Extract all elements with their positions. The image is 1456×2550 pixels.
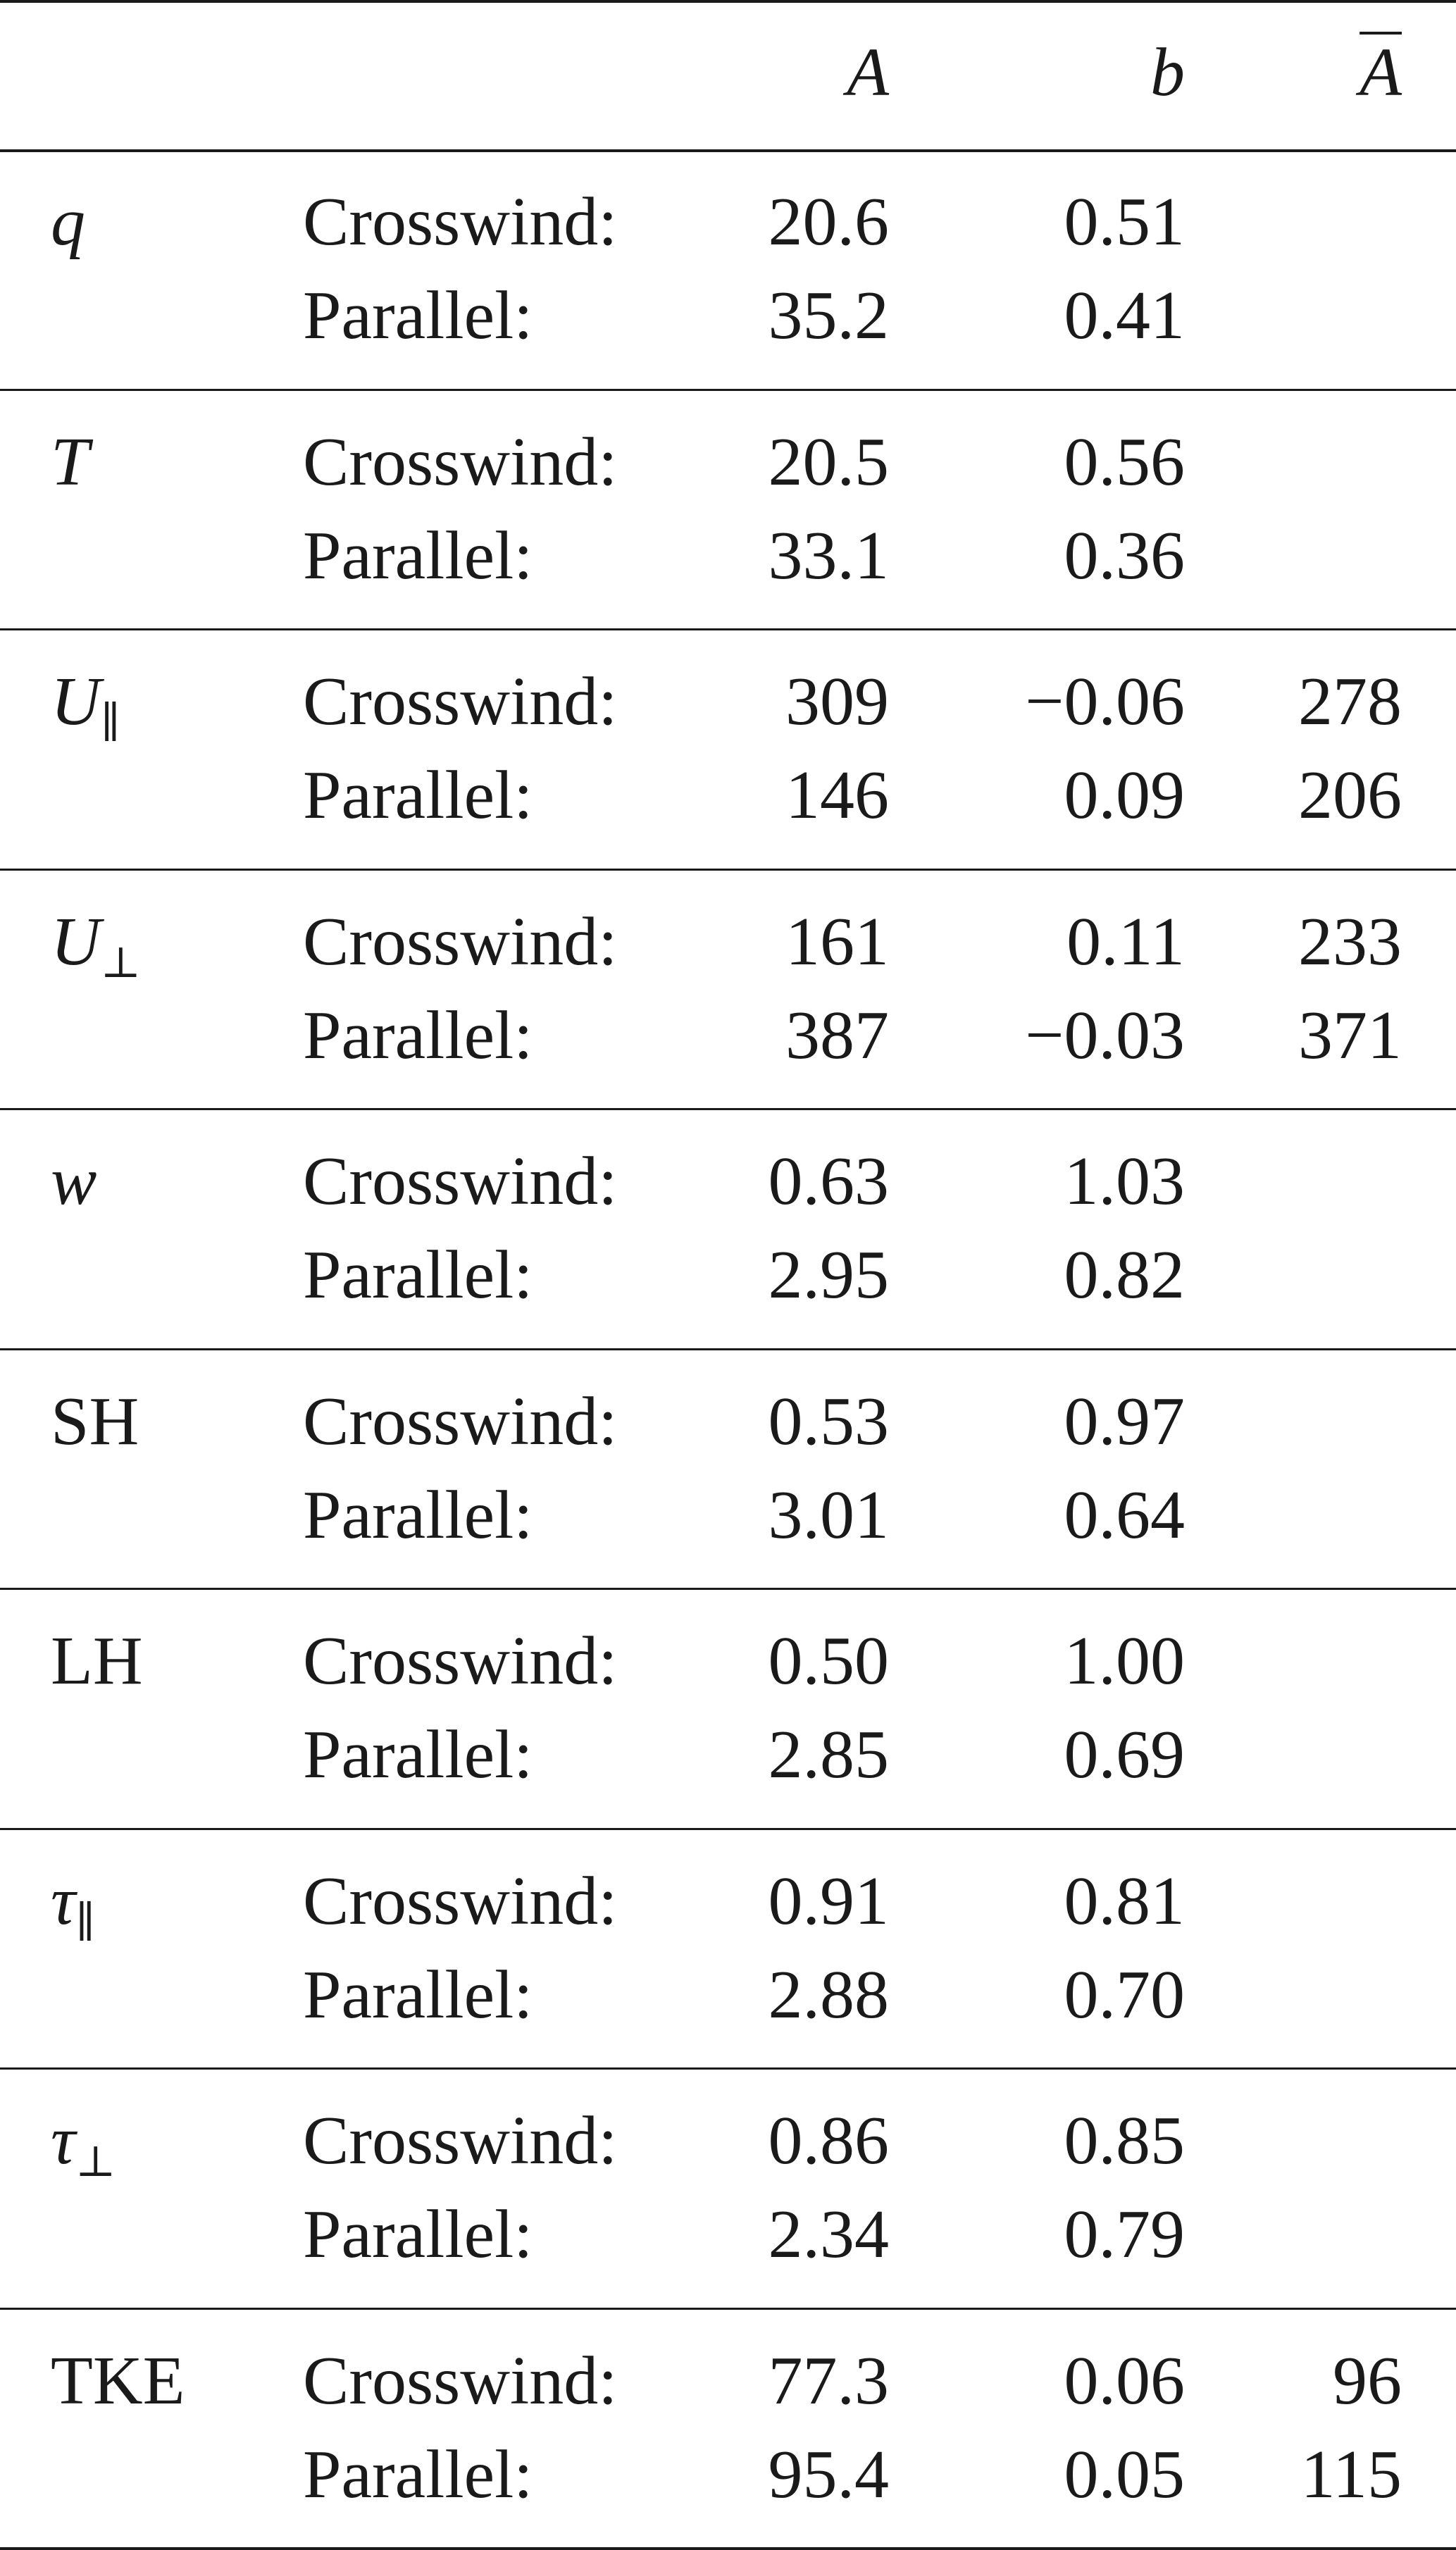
row-separator: [0, 1828, 1456, 1830]
crosswind-label: Crosswind:: [303, 903, 618, 980]
parallel-value-a: 2.95: [768, 1237, 889, 1313]
crosswind-value-b: 0.11: [1066, 903, 1185, 980]
variable-name: [51, 423, 89, 500]
parallel-label: Parallel:: [303, 2436, 533, 2513]
parallel-value-a: 146: [785, 757, 889, 833]
variable-subscript: ⊥: [100, 939, 141, 987]
crosswind-label: Crosswind:: [303, 664, 618, 740]
crosswind-value-a: 77.3: [768, 2342, 889, 2419]
parallel-value-a: 2.85: [768, 1717, 889, 1793]
parallel-value-b: −0.03: [1025, 997, 1185, 1074]
parallel-label: Parallel:: [303, 1717, 533, 1793]
variable-symbol: SH: [51, 1383, 139, 1460]
parallel-label: Parallel:: [303, 1956, 533, 2033]
parallel-label: Parallel:: [303, 997, 533, 1074]
row-separator: [0, 628, 1456, 630]
parallel-value-b: 0.79: [1064, 2196, 1185, 2272]
variable-symbol: T: [51, 423, 89, 500]
crosswind-value-a: 0.53: [768, 1383, 889, 1460]
header-col-b: b: [1150, 35, 1185, 111]
crosswind-value-a: 309: [785, 664, 889, 740]
crosswind-value-a: 0.86: [768, 2103, 889, 2179]
crosswind-label: Crosswind:: [303, 184, 618, 260]
crosswind-value-b: 0.85: [1064, 2103, 1185, 2179]
variable-name: [51, 903, 141, 987]
crosswind-value-a: 0.63: [768, 1143, 889, 1219]
variable-subscript: ∥: [100, 699, 120, 747]
variable-subscript: ⊥: [75, 2139, 116, 2187]
parallel-value-abar: 206: [1298, 757, 1402, 833]
parallel-label: Parallel:: [303, 1237, 533, 1313]
crosswind-value-b: 1.00: [1064, 1623, 1185, 1699]
parallel-value-a: 3.01: [768, 1476, 889, 1553]
row-separator: [0, 1588, 1456, 1590]
parallel-label: Parallel:: [303, 757, 533, 833]
crosswind-value-b: −0.06: [1025, 664, 1185, 740]
parallel-value-abar: 115: [1300, 2436, 1402, 2513]
header-col-a: A: [847, 35, 889, 111]
variable-symbol: U: [51, 903, 101, 980]
parallel-value-a: 2.34: [768, 2196, 889, 2272]
crosswind-value-abar: 96: [1333, 2342, 1402, 2419]
row-separator: [0, 2067, 1456, 2070]
variable-symbol: LH: [51, 1623, 143, 1699]
crosswind-label: Crosswind:: [303, 1623, 618, 1699]
row-separator: [0, 1348, 1456, 1350]
crosswind-value-b: 0.51: [1064, 184, 1185, 260]
variable-symbol: U: [51, 664, 101, 740]
crosswind-value-b: 0.97: [1064, 1383, 1185, 1460]
parallel-value-b: 0.09: [1064, 757, 1185, 833]
crosswind-label: Crosswind:: [303, 2103, 618, 2179]
crosswind-label: Crosswind:: [303, 1862, 618, 1939]
variable-name: [51, 1862, 96, 1946]
parallel-value-b: 0.05: [1064, 2436, 1185, 2513]
crosswind-label: Crosswind:: [303, 1143, 618, 1219]
parallel-value-a: 387: [785, 997, 889, 1074]
parallel-value-b: 0.69: [1064, 1717, 1185, 1793]
parallel-value-b: 0.64: [1064, 1476, 1185, 1553]
variable-name: [51, 1143, 97, 1219]
variable-name: [51, 2342, 185, 2419]
row-separator: [0, 869, 1456, 871]
parallel-value-b: 0.41: [1064, 278, 1185, 354]
bottom-rule: [0, 2547, 1456, 2550]
parallel-value-abar: 371: [1298, 997, 1402, 1074]
variable-symbol: τ: [51, 1862, 76, 1939]
header-rule: [0, 149, 1456, 152]
crosswind-label: Crosswind:: [303, 1383, 618, 1460]
row-separator: [0, 2308, 1456, 2310]
variable-name: [51, 1383, 139, 1460]
parallel-value-b: 0.70: [1064, 1956, 1185, 2033]
crosswind-label: Crosswind:: [303, 2342, 618, 2419]
crosswind-value-b: 0.06: [1064, 2342, 1185, 2419]
crosswind-value-abar: 278: [1298, 664, 1402, 740]
crosswind-value-a: 20.6: [768, 184, 889, 260]
parallel-value-a: 33.1: [768, 517, 889, 594]
crosswind-value-abar: 233: [1298, 903, 1402, 980]
parallel-value-a: 2.88: [768, 1956, 889, 2033]
row-separator: [0, 1108, 1456, 1110]
variable-subscript: ∥: [75, 1898, 96, 1946]
header-col-abar: $\overline{A}$: [1359, 35, 1402, 111]
crosswind-value-b: 0.81: [1064, 1862, 1185, 1939]
variable-name: [51, 664, 120, 747]
variable-symbol: τ: [51, 2103, 76, 2179]
variable-symbol: w: [51, 1143, 97, 1219]
parallel-label: Parallel:: [303, 278, 533, 354]
parallel-value-a: 35.2: [768, 278, 889, 354]
crosswind-value-a: 161: [785, 903, 889, 980]
variable-symbol: TKE: [51, 2342, 185, 2419]
parallel-label: Parallel:: [303, 517, 533, 594]
parallel-value-b: 0.36: [1064, 517, 1185, 594]
top-rule: [0, 0, 1456, 3]
crosswind-value-b: 0.56: [1064, 423, 1185, 500]
parallel-label: Parallel:: [303, 1476, 533, 1553]
crosswind-value-a: 0.91: [768, 1862, 889, 1939]
crosswind-label: Crosswind:: [303, 423, 618, 500]
parallel-value-a: 95.4: [768, 2436, 889, 2513]
variable-symbol: q: [51, 184, 85, 260]
variable-name: [51, 1623, 143, 1699]
parallel-value-b: 0.82: [1064, 1237, 1185, 1313]
variable-name: [51, 2103, 116, 2187]
parallel-label: Parallel:: [303, 2196, 533, 2272]
variable-name: [51, 184, 85, 260]
row-separator: [0, 389, 1456, 391]
crosswind-value-a: 20.5: [768, 423, 889, 500]
crosswind-value-a: 0.50: [768, 1623, 889, 1699]
crosswind-value-b: 1.03: [1064, 1143, 1185, 1219]
